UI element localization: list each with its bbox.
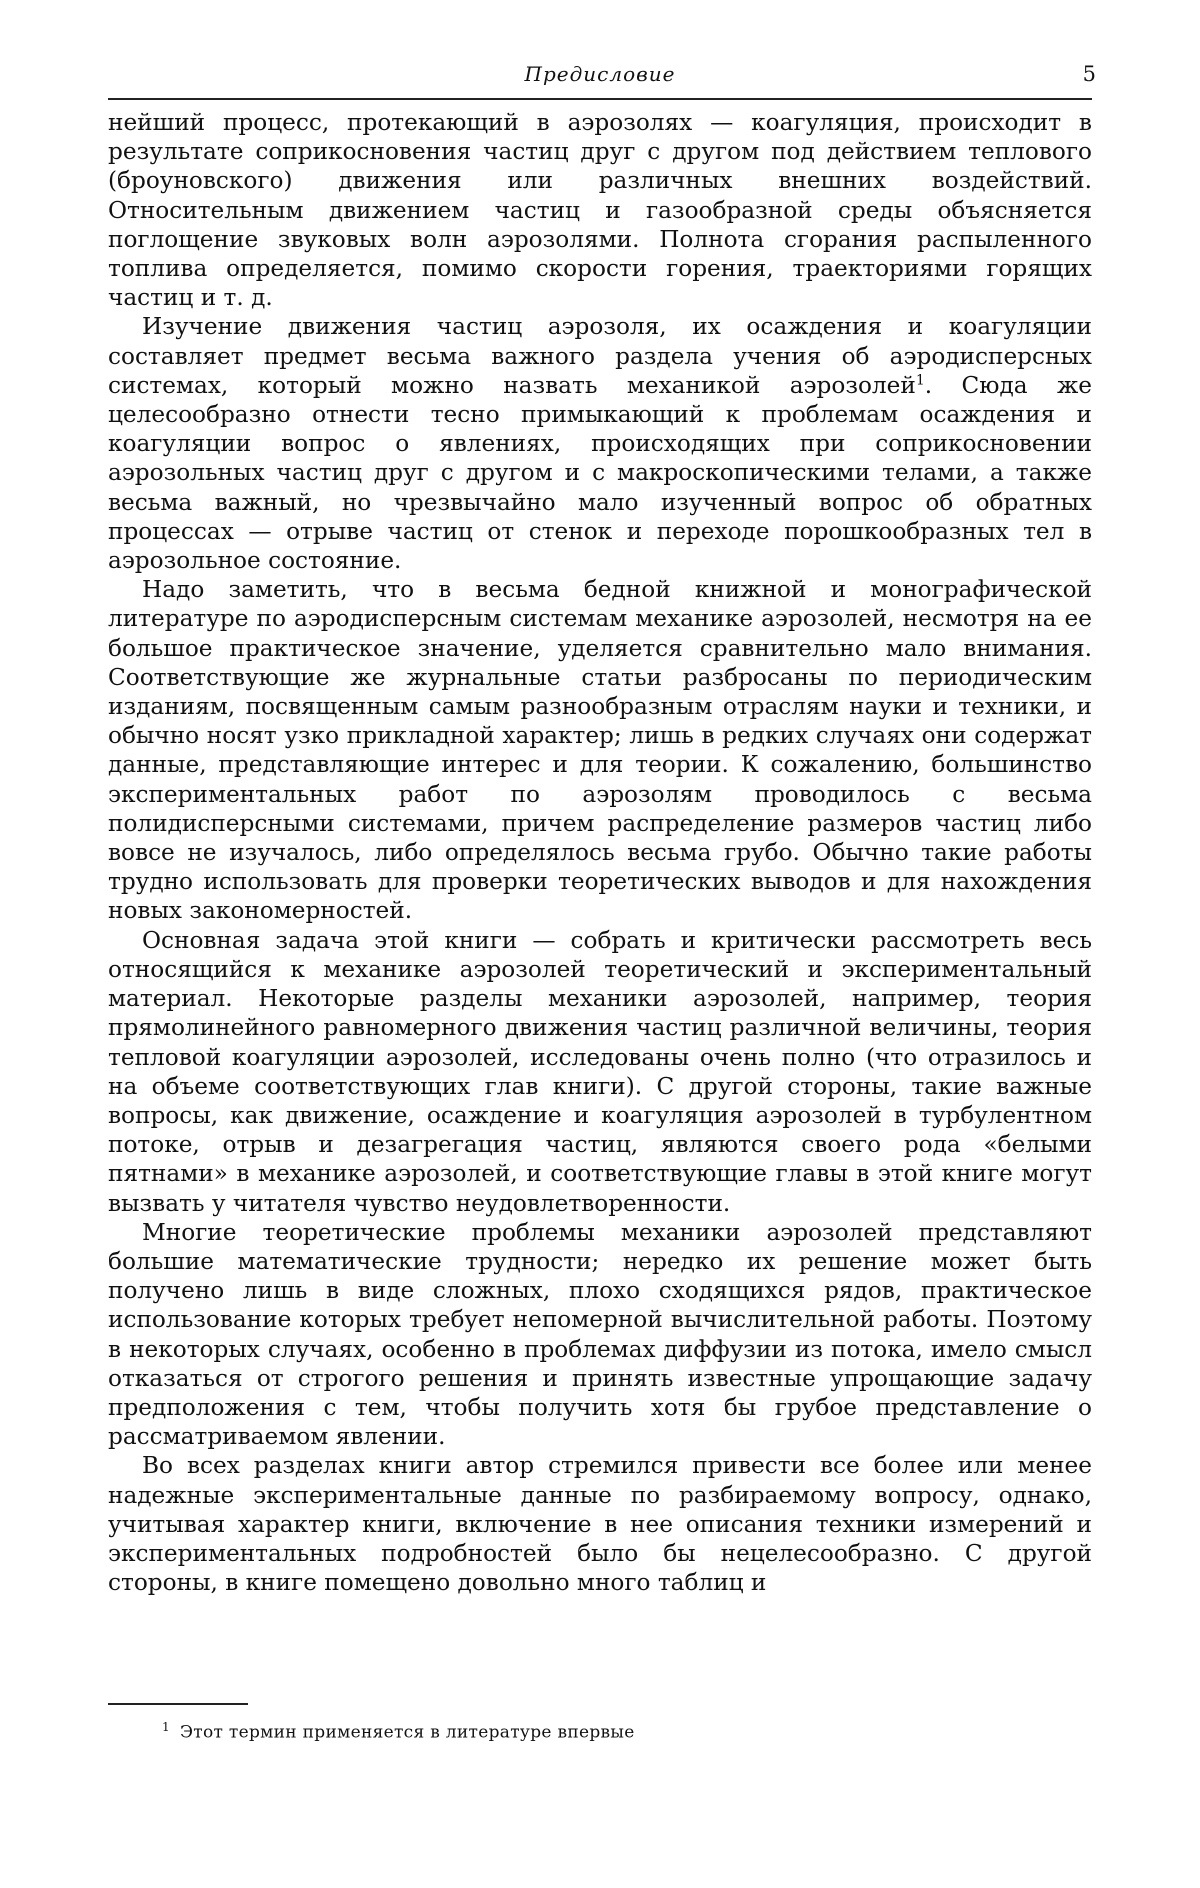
paragraph-text: Изучение движения частиц аэрозоля, их осаждения и коагуляции составляет предмет весьма важного раздела учения об аэродисперсных системах, который можно назвать механикой аэрозолей [108, 313, 1092, 399]
paragraph [108, 312, 1092, 575]
footnote-marker: 1 [162, 1720, 170, 1734]
footnote-text: Этот термин применяется в литературе впервые [179, 1722, 635, 1743]
running-title: Предисловие [524, 62, 676, 86]
paragraph-text-tail: . Сюда же целесообразно отнести тесно примыкающий к проблемам осаждения и коагуляции вопрос о явлениях, происходящих при соприкосновении аэрозольных частиц друг с другом и с макроскопическими телами, а также весьма важный, но чрезвычайно мало изученный вопрос об обратных процессах — отрыве частиц от стенок и переходе порошкообразных тел в аэрозольное состояние. [108, 371, 1093, 575]
paragraph: Надо заметить, что в весьма бедной книжной и монографической литературе по аэродисперсным системам механике аэрозолей, несмотря на ее большое практическое значение, уделяется сравнительно мало внимания. Соответствующие же журнальные статьи разбросаны по периодическим изданиям, посвященным самым разнообразным отраслям науки и техники, и обычно носят узко прикладной характер; лишь в редких случаях они содержат данные, представляющие интерес и для теории. К сожалению, большинство экспериментальных работ по аэрозолям проводилось с весьма полидисперсными системами, причем распределение размеров частиц либо вовсе не изучалось, либо определялось весьма грубо. Обычно такие работы трудно использовать для проверки теоретических выводов и для нахождения новых закономерностей. [108, 576, 1092, 925]
footnote-divider [108, 1703, 248, 1705]
footnote-reference[interactable]: 1 [915, 372, 925, 389]
paragraph-continued: нейший процесс, протекающий в аэрозолях — коагуляция, происходит в результате соприкосновения частиц друг с другом под действием теплового (броуновского) движения или различных внешних воздействий. Относительным движением частиц и газообразной среды объясняется поглощение звуковых волн аэрозолями. Полнота сгорания распыленного топлива определяется, помимо скорости горения, траекториями горящих частиц и т. д. [108, 109, 1092, 312]
footnote [162, 1716, 1082, 1744]
paragraph: Во всех разделах книги автор стремился привести все более или менее надежные экспериментальные данные по разбираемому вопросу, однако, учитывая характер книги, включение в нее описания техники измерений и экспериментальных подробностей было бы нецелесообразно. С другой стороны, в книге помещено довольно много таблиц и [108, 1452, 1092, 1597]
body-text [108, 108, 1092, 1597]
paragraph: Основная задача этой книги — собрать и критически рассмотреть весь относящийся к механике аэрозолей теоретический и экспериментальный материал. Некоторые разделы механики аэрозолей, например, теория прямолинейного равномерного движения частиц различной величины, теория тепловой коагуляции аэрозолей, исследованы очень полно (что отразилось и на объеме соответствующих глав книги). С другой стороны, такие важные вопросы, как движение, осаждение и коагуляция аэрозолей в турбулентном потоке, отрыв и дезагрегация частиц, являются своего рода «белыми пятнами» в механике аэрозолей, и соответствующие главы в этой книге могут вызвать у читателя чувство неудовлетворенности. [108, 926, 1092, 1217]
page-number: 5 [1082, 62, 1096, 86]
paragraph: Многие теоретические проблемы механики аэрозолей представляют большие математические трудности; нередко их решение может быть получено лишь в виде сложных, плохо сходящихся рядов, практическое использование которых требует непомерной вычислительной работы. Поэтому в некоторых случаях, особенно в проблемах диффузии из потока, имело смысл отказаться от строгого решения и принять известные упрощающие задачу предположения с тем, чтобы получить хотя бы грубое представление о рассматриваемом явлении. [108, 1218, 1092, 1451]
page-header [108, 58, 1096, 100]
